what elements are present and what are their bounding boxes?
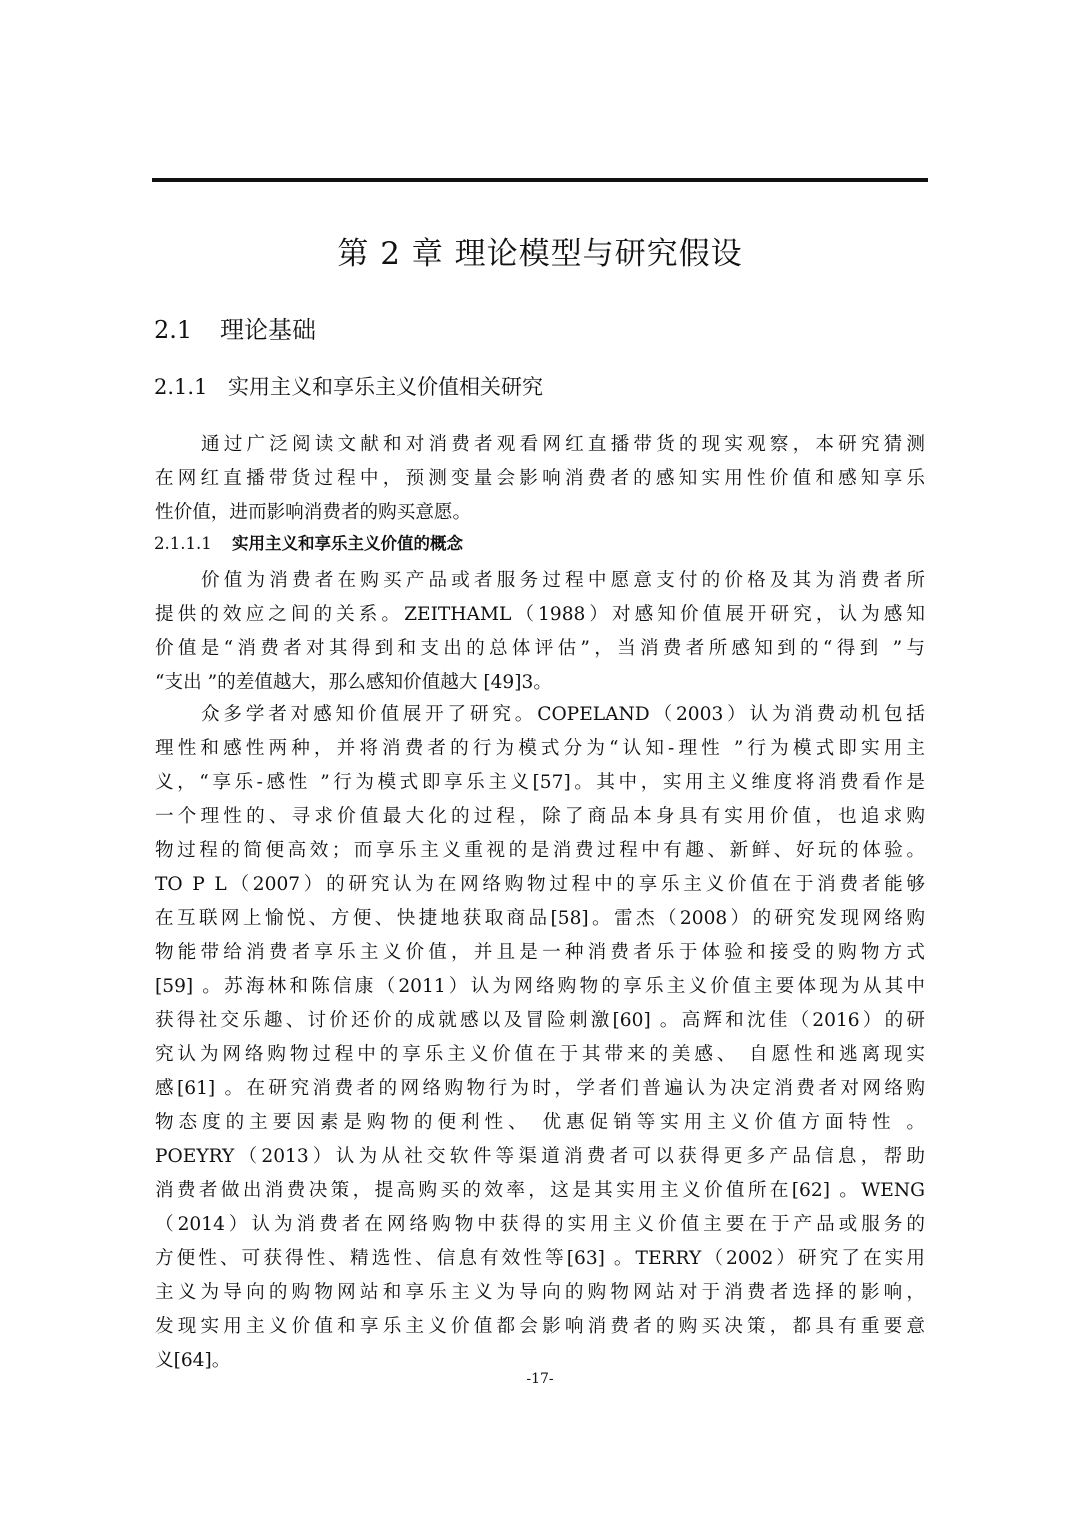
text-line: 义[64]。 [155, 1350, 231, 1371]
text-line: 价值为消费者在购买产品或者服务过程中愿意支付的价格及其为消费者所 [201, 570, 925, 591]
subsection-title: 实用主义和享乐主义价值相关研究 [228, 375, 543, 399]
chapter-top-rule [152, 178, 928, 182]
section-heading [154, 312, 316, 348]
text-line: [59] 。苏海林和陈信康（2011）认为网络购物的享乐主义价值主要体现为从其中 [155, 976, 925, 997]
paragraph-literature [155, 698, 925, 1378]
text-line: 义，“享乐-感性 ”行为模式即享乐主义[57]。其中，实用主义维度将消费看作是 [155, 772, 925, 793]
text-line: 性价值，进而影响消费者的购买意愿。 [155, 502, 472, 523]
text-line: 在网红直播带货过程中，预测变量会影响消费者的感知实用性价值和感知享乐 [155, 468, 925, 489]
subsection-heading [154, 370, 543, 404]
text-line: “支出 ”的差值越大，那么感知价值越大 [49]3。 [155, 672, 552, 693]
text-line: 物过程的简便高效；而享乐主义重视的是消费过程中有趣、新鲜、好玩的体验。 [155, 840, 925, 861]
text-line: TO P L（2007）的研究认为在网络购物过程中的享乐主义价值在于消费者能够 [155, 874, 925, 895]
text-line: 方便性、可获得性、精选性、信息有效性等[63] 。TERRY（2002）研究了在实用 [155, 1248, 925, 1269]
text-line: 一个理性的、寻求价值最大化的过程，除了商品本身具有实用价值，也追求购 [155, 806, 925, 827]
section-number: 2.1 [154, 316, 193, 344]
text-line: 发现实用主义价值和享乐主义价值都会影响消费者的购买决策，都具有重要意 [155, 1316, 925, 1337]
paragraph-concept [155, 564, 925, 700]
text-line: 提供的效应之间的关系。ZEITHAML（1988）对感知价值展开研究，认为感知 [155, 604, 925, 625]
text-line: POEYRY（2013）认为从社交软件等渠道消费者可以获得更多产品信息，帮助 [155, 1146, 925, 1167]
subsubsection-title: 实用主义和享乐主义价值的概念 [232, 534, 463, 553]
text-line: 通过广泛阅读文献和对消费者观看网红直播带货的现实观察，本研究猜测 [201, 434, 925, 455]
text-line: 究认为网络购物过程中的享乐主义价值在于其带来的美感、 自愿性和逃离现实 [155, 1044, 925, 1065]
text-line: 物能带给消费者享乐主义价值，并且是一种消费者乐于体验和接受的购物方式 [155, 942, 925, 963]
subsubsection-number: 2.1.1.1 [154, 534, 212, 553]
text-line: 物态度的主要因素是购物的便利性、 优惠促销等实用主义价值方面特性 。 [155, 1112, 925, 1133]
text-line: 主义为导向的购物网站和享乐主义为导向的购物网站对于消费者选择的影响， [155, 1282, 925, 1303]
page-number: -17- [526, 1371, 554, 1387]
text-line: 众多学者对感知价值展开了研究。COPELAND（2003）认为消费动机包括 [201, 704, 925, 725]
subsubsection-heading [154, 530, 463, 558]
text-line: 在互联网上愉悦、方便、快捷地获取商品[58]。雷杰（2008）的研究发现网络购 [155, 908, 925, 929]
chapter-title: 第 2 章 理论模型与研究假设 [337, 236, 743, 272]
text-line: （2014）认为消费者在网络购物中获得的实用主义价值主要在于产品或服务的 [155, 1214, 925, 1235]
text-line: 获得社交乐趣、讨价还价的成就感以及冒险刺激[60] 。高辉和沈佳（2016）的研 [155, 1010, 925, 1031]
text-line: 理性和感性两种，并将消费者的行为模式分为“认知-理性 ”行为模式即实用主 [155, 738, 925, 759]
paragraph-intro [155, 428, 925, 530]
text-line: 价值是“消费者对其得到和支出的总体评估”，当消费者所感知到的“得到 ”与 [155, 638, 925, 659]
text-line: 感[61] 。在研究消费者的网络购物行为时，学者们普遍认为决定消费者对网络购 [155, 1078, 925, 1099]
subsection-number: 2.1.1 [154, 375, 208, 399]
text-line: 消费者做出消费决策，提高购买的效率，这是其实用主义价值所在[62] 。WENG [155, 1180, 925, 1201]
section-title: 理论基础 [220, 316, 316, 344]
